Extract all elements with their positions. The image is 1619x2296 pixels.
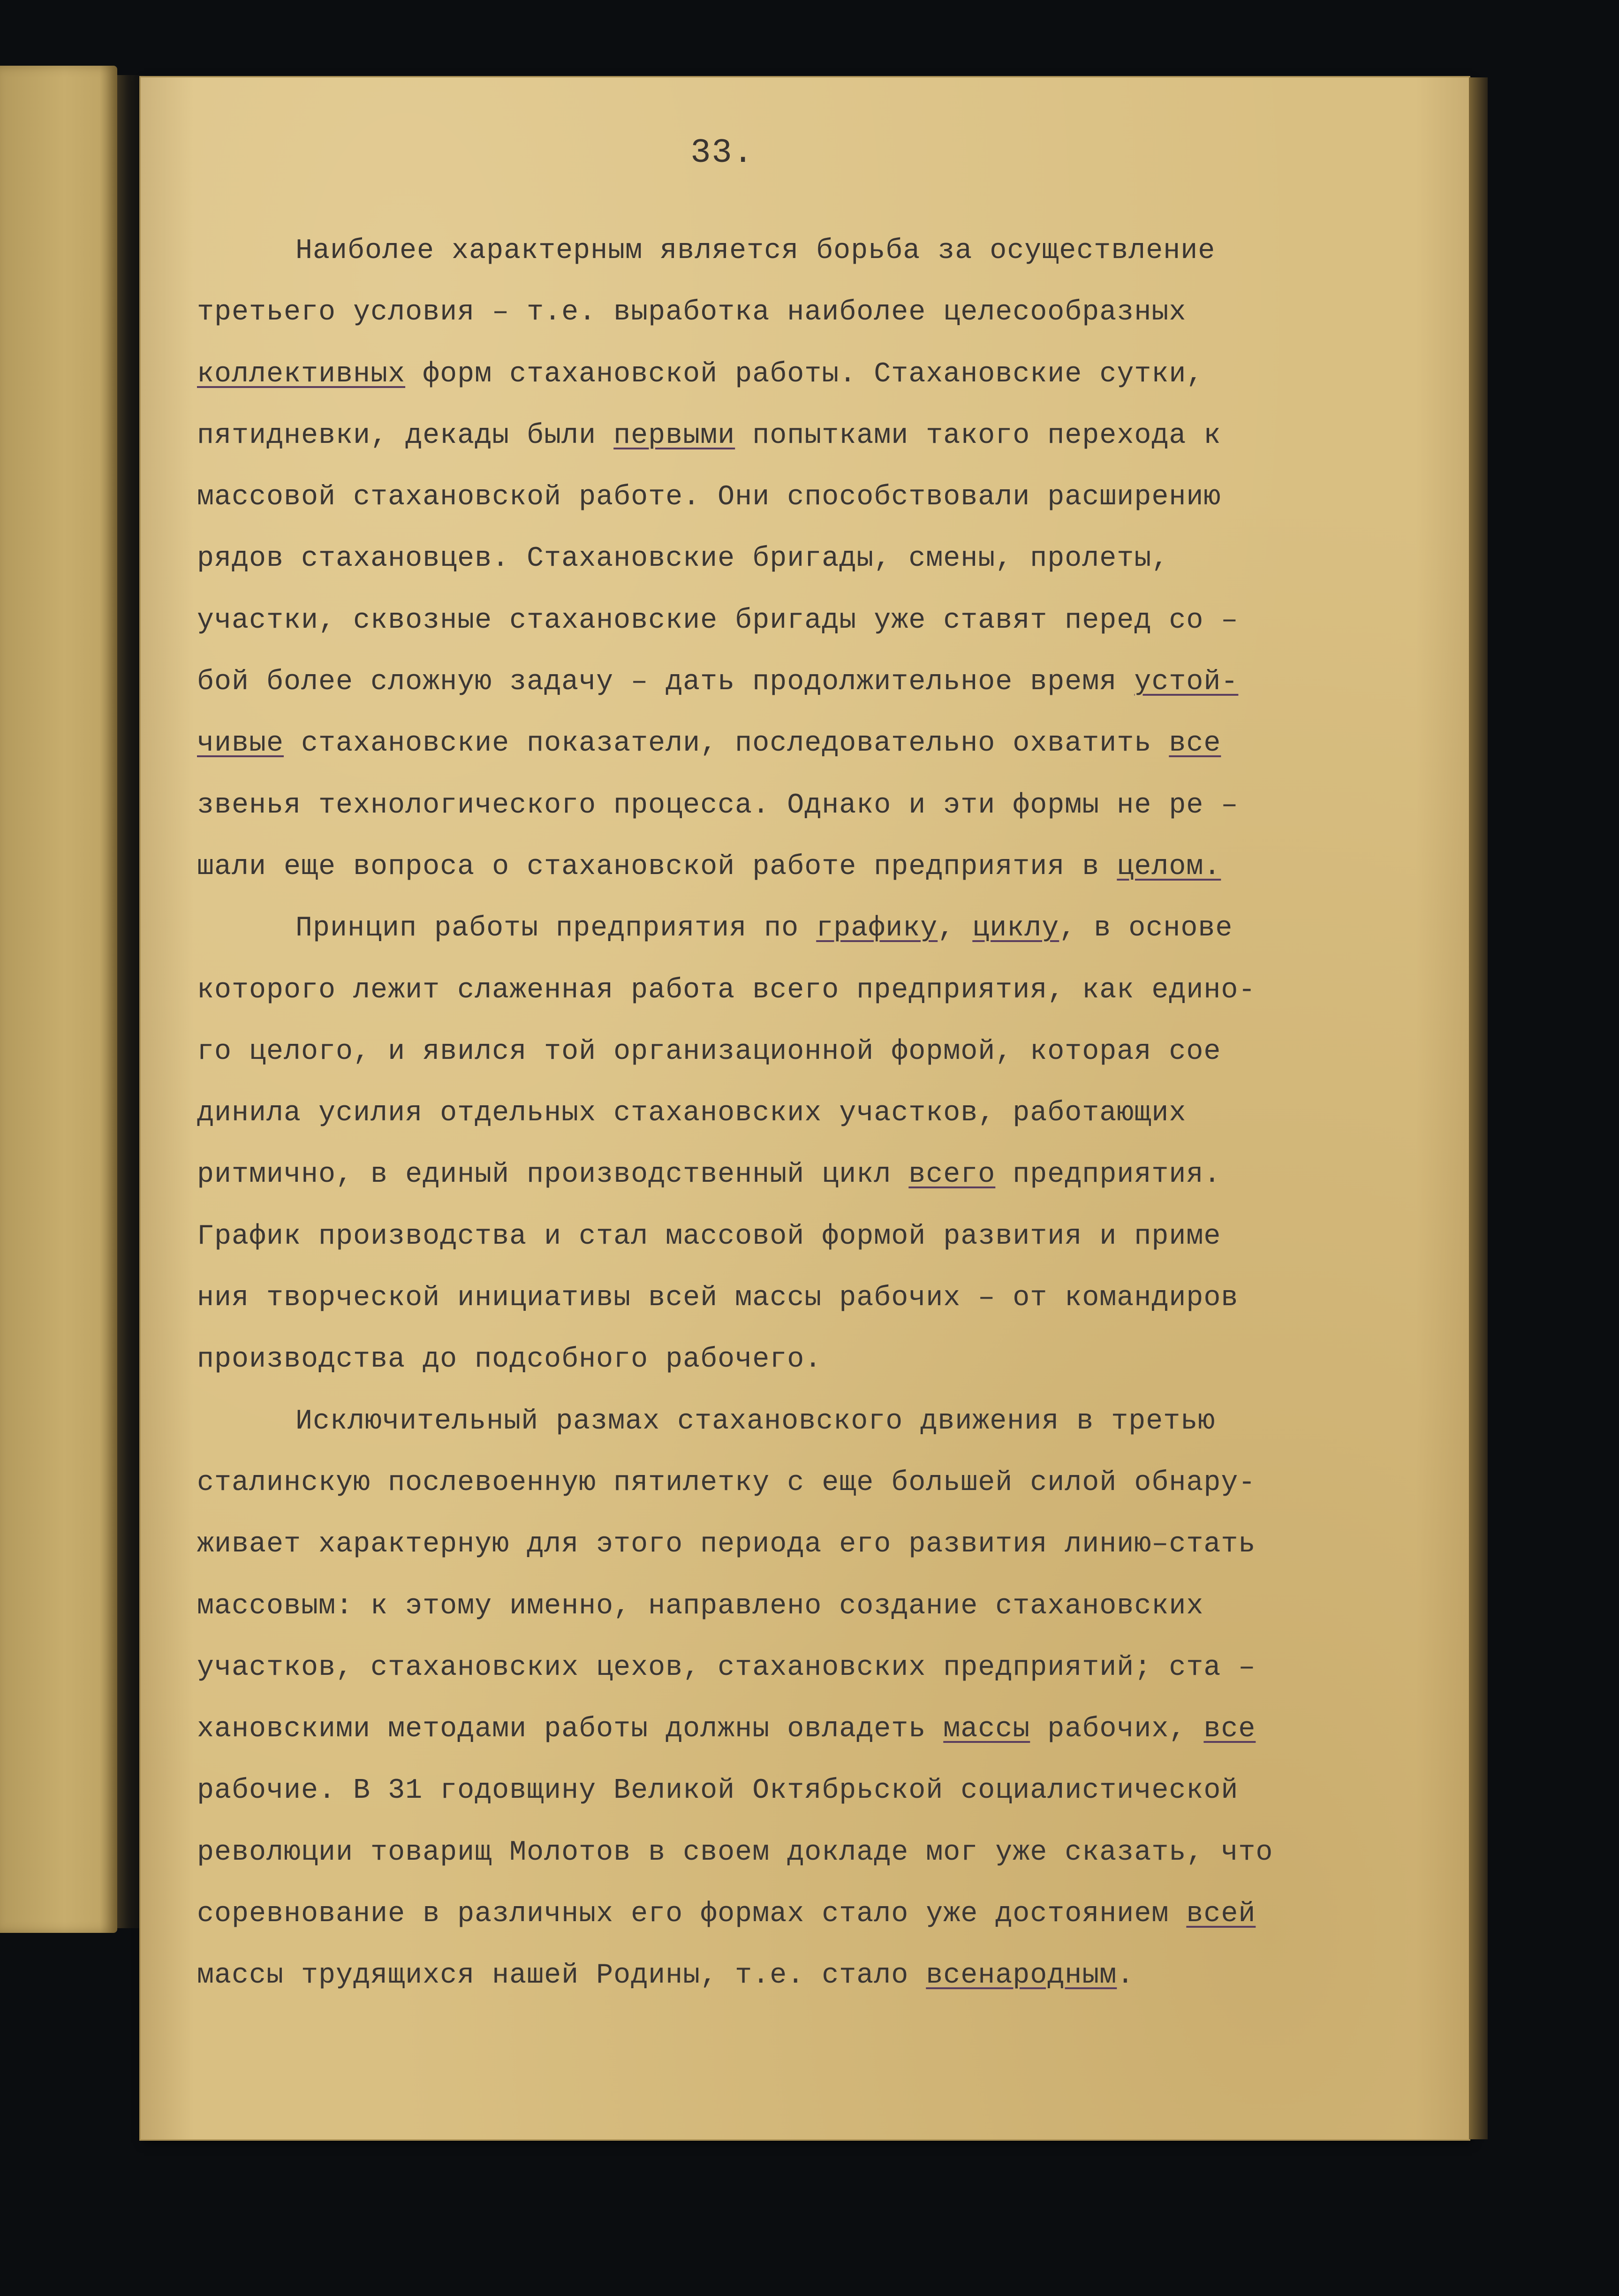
paragraph — [197, 220, 1398, 898]
text-line — [197, 1144, 1398, 1206]
body-text — [197, 220, 1398, 2007]
text-segment: стахановские показатели, последовательно охватить — [284, 728, 1169, 760]
text-segment: бой более сложную задачу – дать продолжительное время — [197, 666, 1135, 699]
page-edge-shadow — [1469, 77, 1488, 2139]
text-segment: хановскими методами работы должны овладеть — [197, 1713, 944, 1746]
text-segment: рабочих, — [1030, 1713, 1204, 1746]
underlined-word: всенародным — [926, 1960, 1117, 1992]
underlined-word: циклу — [972, 912, 1059, 945]
text-line — [197, 775, 1398, 836]
text-segment: революции товарищ Молотов в своем докладе мог уже сказать, что — [197, 1836, 1273, 1869]
text-segment: Наиболее характерным является борьба за осуществление — [295, 235, 1216, 267]
text-line — [197, 1021, 1398, 1083]
text-line — [197, 1083, 1398, 1144]
text-segment: форм стахановской работы. Стахановские сутки, — [405, 358, 1204, 390]
text-line — [197, 467, 1398, 528]
underlined-word: все — [1169, 728, 1221, 760]
text-segment: живает характерную для этого периода его развития линию–стать — [197, 1528, 1256, 1561]
text-line — [197, 1822, 1398, 1884]
text-segment: График производства и стал массовой формой развития и приме — [197, 1220, 1221, 1253]
text-segment: го целого, и явился той организационной формой, которая сое — [197, 1035, 1221, 1068]
text-segment: Принцип работы предприятия по — [295, 912, 817, 945]
text-segment: звенья технологического процесса. Однако и эти формы не ре – — [197, 789, 1239, 821]
text-line — [197, 652, 1398, 713]
underlined-word: коллективных — [197, 358, 406, 390]
text-line — [197, 1452, 1398, 1514]
text-segment: соревнование в различных его формах стало уже достоянием — [197, 1898, 1187, 1931]
text-segment: . — [1117, 1960, 1135, 1992]
text-segment: , — [938, 912, 973, 945]
text-line — [197, 1576, 1398, 1637]
text-segment: Исключительный размах стахановского движения в третью — [295, 1405, 1216, 1437]
text-segment: производства до подсобного рабочего. — [197, 1344, 822, 1376]
text-segment: участки, сквозные стахановские бригады уже ставят перед со – — [197, 604, 1239, 637]
text-line — [197, 1391, 1398, 1452]
underlined-word: чивые — [197, 728, 284, 760]
text-line — [197, 1514, 1398, 1575]
text-segment: участков, стахановских цехов, стахановских предприятий; ста – — [197, 1651, 1256, 1684]
text-segment: ритмично, в единый производственный цикл — [197, 1159, 909, 1191]
text-segment: которого лежит слаженная работа всего предприятия, как едино- — [197, 974, 1256, 1006]
underlined-word: всей — [1186, 1898, 1256, 1931]
text-segment: пятидневки, декады были — [197, 419, 614, 452]
text-line — [197, 220, 1398, 282]
text-line — [197, 1760, 1398, 1822]
text-line — [197, 282, 1398, 343]
underlined-word: устой- — [1134, 666, 1239, 699]
underlined-word: первыми — [613, 419, 735, 452]
text-line — [197, 1884, 1398, 1945]
text-line — [197, 960, 1398, 1021]
text-line — [197, 1637, 1398, 1699]
text-line — [197, 344, 1398, 405]
text-line — [197, 1699, 1398, 1760]
underlined-word: массы — [943, 1713, 1030, 1746]
facing-page-edge — [0, 66, 117, 1933]
text-segment: , в основе — [1059, 912, 1233, 945]
text-segment: рабочие. В 31 годовщину Великой Октябрьской социалистической — [197, 1775, 1239, 1807]
paragraph — [197, 898, 1398, 1391]
text-segment: ния творческой инициативы всей массы рабочих – от командиров — [197, 1282, 1239, 1315]
text-line — [197, 898, 1398, 959]
underlined-word: всего — [908, 1159, 996, 1191]
underlined-word: графику — [816, 912, 938, 945]
text-segment: динила усилия отдельных стахановских участков, работающих — [197, 1097, 1187, 1130]
underlined-word: все — [1203, 1713, 1256, 1746]
text-segment: сталинскую послевоенную пятилетку с еще большей силой обнару- — [197, 1467, 1256, 1499]
text-segment: попытками такого перехода к — [735, 419, 1221, 452]
text-line — [197, 590, 1398, 652]
text-segment: третьего условия – т.е. выработка наиболее целесообразных — [197, 297, 1187, 329]
text-line — [197, 1945, 1398, 2007]
paragraph — [197, 1391, 1398, 2007]
text-segment: предприятия. — [995, 1159, 1221, 1191]
text-line — [197, 1206, 1398, 1268]
text-line — [197, 1268, 1398, 1329]
text-line — [197, 528, 1398, 590]
page-number: 33. — [690, 134, 754, 172]
text-segment: шали еще вопроса о стахановской работе предприятия в — [197, 851, 1117, 883]
text-line — [197, 713, 1398, 775]
text-segment: массы трудящихся нашей Родины, т.е. стало — [197, 1960, 926, 1992]
text-line — [197, 1329, 1398, 1391]
text-line — [197, 836, 1398, 898]
text-line — [197, 405, 1398, 467]
underlined-word: целом. — [1117, 851, 1221, 883]
text-segment: массовой стахановской работе. Они способствовали расширению — [197, 481, 1221, 514]
text-segment: массовым: к этому именно, направлено создание стахановских — [197, 1590, 1204, 1622]
text-segment: рядов стахановцев. Стахановские бригады, смены, пролеты, — [197, 543, 1169, 575]
